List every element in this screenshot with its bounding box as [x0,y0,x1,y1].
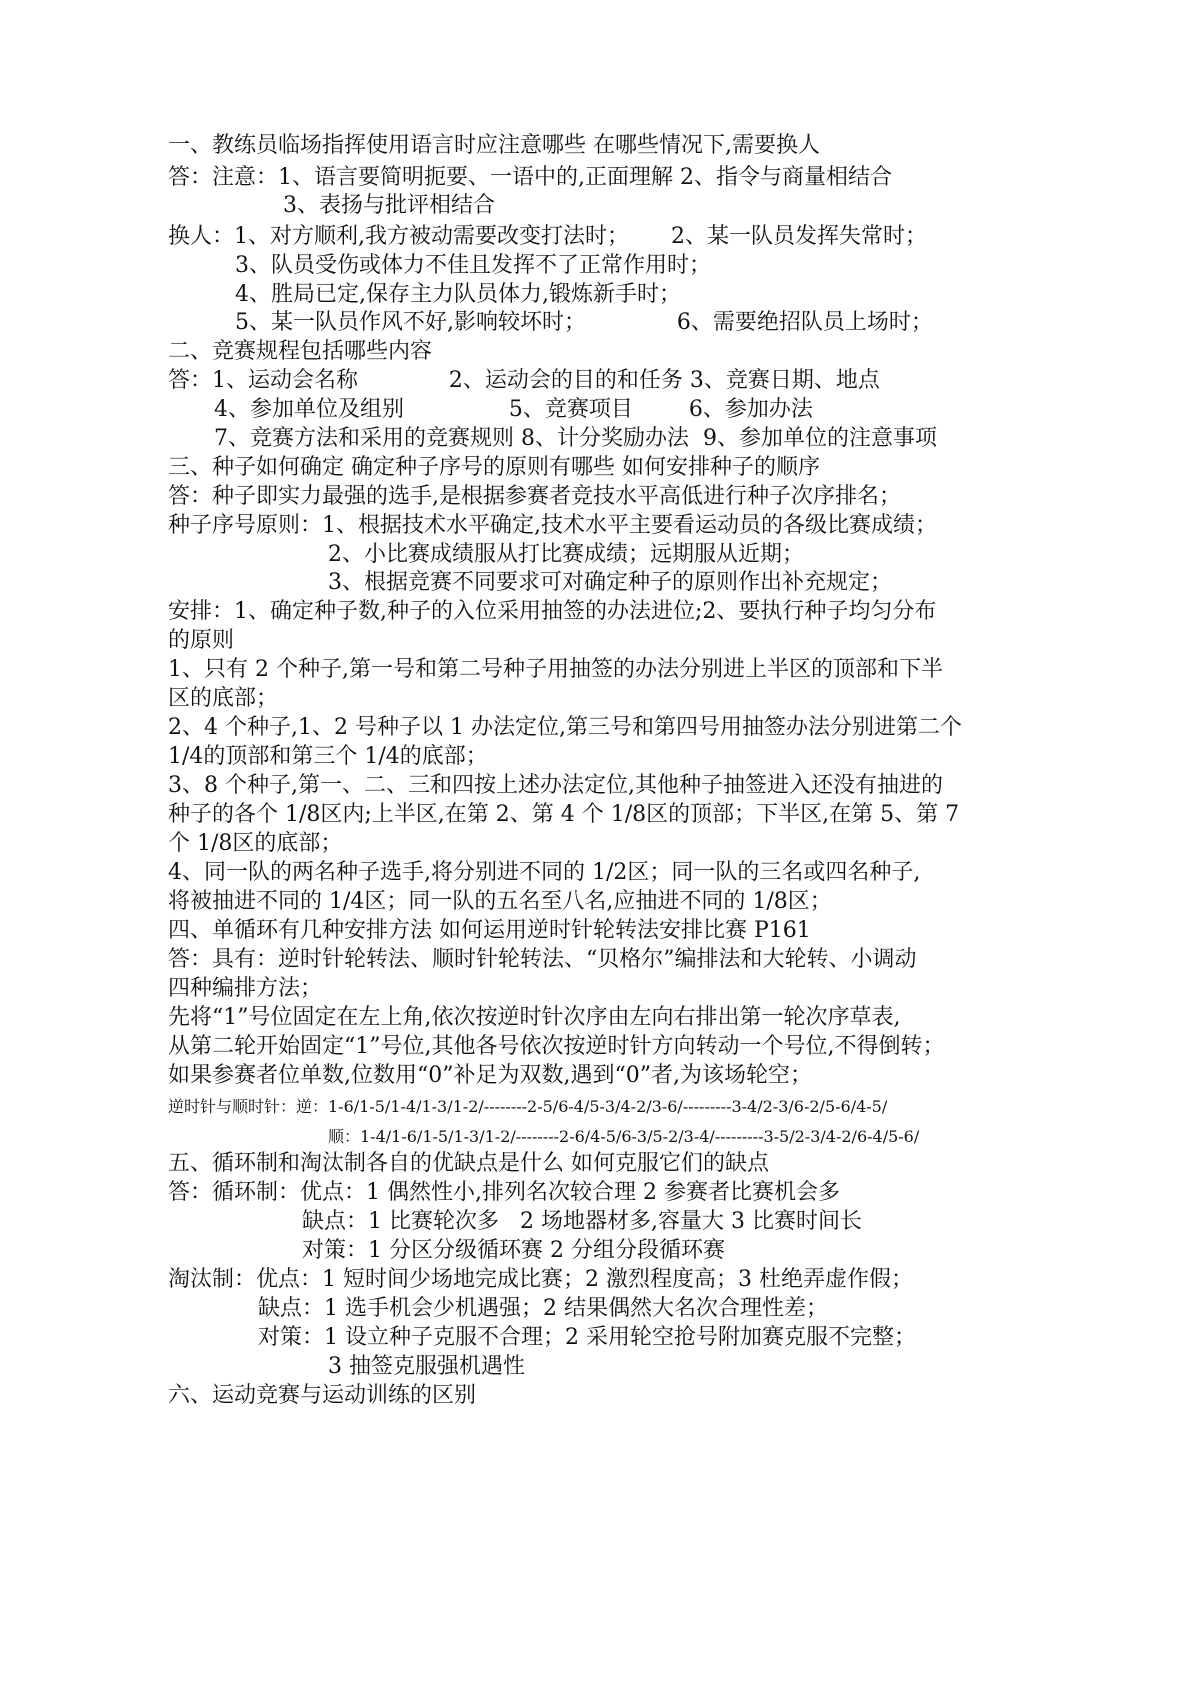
answer-line: 四种编排方法； [168,976,323,1001]
answer-line: 安排：1、确定种子数,种子的入位采用抽签的办法进位;2、要执行种子均匀分布 [168,599,937,624]
answer-line: 换人：1、对方顺利,我方被动需要改变打法时； 2、某一队员发挥失常时； [168,224,927,249]
answer-line: 对策：1 分区分级循环赛 2 分组分段循环赛 [302,1238,725,1263]
answer-line: 3、表扬与批评相结合 [283,193,495,218]
answer-line: 缺点：1 选手机会少机遇强；2 结果偶然大名次合理性差； [258,1296,828,1321]
answer-line: 答：种子即实力最强的选手,是根据参赛者竞技水平高低进行种子次序排名； [168,484,901,509]
answer-line: 淘汰制：优点：1 短时间少场地完成比赛；2 激烈程度高；3 杜绝弄虚作假； [168,1267,913,1292]
answer-line: 3、8 个种子,第一、二、三和四按上述办法定位,其他种子抽签进入还没有抽进的 [168,773,943,798]
answer-line: 3 抽签克服强机遇性 [328,1354,525,1379]
answer-line: 种子序号原则：1、根据技术水平确定,技术水平主要看运动员的各级比赛成绩； [168,513,937,538]
question-6-heading: 六、运动竞赛与运动训练的区别 [168,1383,477,1408]
question-4-heading: 四、单循环有几种安排方法 如何运用逆时针轮转法安排比赛 P161 [168,918,811,943]
answer-line: 从第二轮开始固定“1”号位,其他各号依次按逆时针方向转动一个号位,不得倒转； [168,1034,945,1059]
answer-line: 的原则 [168,628,235,653]
answer-line: 3、队员受伤或体力不佳且发挥不了正常作用时； [235,253,711,278]
answer-line: 4、胜局已定,保存主力队员体力,锻炼新手时； [235,282,681,307]
answer-line: 种子的各个 1/8区内;上半区,在第 2、第 4 个 1/8区的顶部；下半区,在第 5、第 7 [168,802,960,827]
answer-line: 答：循环制：优点：1 偶然性小,排列名次较合理 2 参赛者比赛机会多 [168,1180,840,1205]
answer-line: 将被抽进不同的 1/4区；同一队的五名至八名,应抽进不同的 1/8区； [168,889,832,914]
answer-line: 7、竞赛方法和采用的竞赛规则 8、计分奖励办法 9、参加单位的注意事项 [214,426,937,451]
question-1-heading: 一、教练员临场指挥使用语言时应注意哪些 在哪些情况下,需要换人 [168,133,820,158]
answer-line: 先将“1”号位固定在左上角,依次按逆时针次序由左向右排出第一轮次序草表, [168,1005,901,1030]
answer-line: 答：注意：1、语言要简明扼要、一语中的,正面理解 2、指令与商量相结合 [168,165,892,190]
answer-line: 2、小比赛成绩服从打比赛成绩；远期服从近期； [328,542,804,567]
rotation-sequence-counterclockwise: 逆时针与顺时针：逆：1-6/1-5/1-4/1-3/1-2/--------2-5/6-4/5-3/4-2/3-6/---------3-4/2-3/6-2/5-6/4-5/ [168,1097,888,1116]
answer-line: 3、根据竞赛不同要求可对确定种子的原则作出补充规定； [328,570,892,595]
answer-line: 1/4的顶部和第三个 1/4的底部； [168,744,488,769]
answer-line: 答：1、运动会名称 2、运动会的目的和任务 3、竞赛日期、地点 [168,368,880,393]
answer-line: 2、4 个种子,1、2 号种子以 1 办法定位,第三号和第四号用抽签办法分别进第二个 [168,715,962,740]
answer-line: 对策：1 设立种子克服不合理；2 采用轮空抢号附加赛克服不完整； [258,1325,916,1350]
question-2-heading: 二、竞赛规程包括哪些内容 [168,339,433,364]
rotation-sequence-clockwise: 顺：1-4/1-6/1-5/1-3/1-2/--------2-6/4-5/6-3/5-2/3-4/---------3-5/2-3/4-2/6-4/5-6/ [328,1127,920,1146]
question-3-heading: 三、种子如何确定 确定种子序号的原则有哪些 如何安排种子的顺序 [168,455,820,480]
question-5-heading: 五、循环制和淘汰制各自的优缺点是什么 如何克服它们的缺点 [168,1151,769,1176]
answer-line: 缺点：1 比赛轮次多 2 场地器材多,容量大 3 比赛时间长 [302,1209,862,1234]
answer-line: 答：具有：逆时针轮转法、顺时针轮转法、“贝格尔”编排法和大轮转、小调动 [168,947,917,972]
answer-line: 如果参赛者位单数,位数用“0”补足为双数,遇到“0”者,为该场轮空； [168,1063,812,1088]
answer-line: 5、某一队员作风不好,影响较坏时； 6、需要绝招队员上场时； [235,310,933,335]
answer-line: 1、只有 2 个种子,第一号和第二号种子用抽签的办法分别进上半区的顶部和下半 [168,657,943,682]
answer-line: 4、同一队的两名种子选手,将分别进不同的 1/2区；同一队的三名或四名种子, [168,860,921,885]
answer-line: 个 1/8区的底部； [168,831,343,856]
answer-line: 4、参加单位及组别 5、竞赛项目 6、参加办法 [214,397,813,422]
answer-line: 区的底部； [168,686,279,711]
